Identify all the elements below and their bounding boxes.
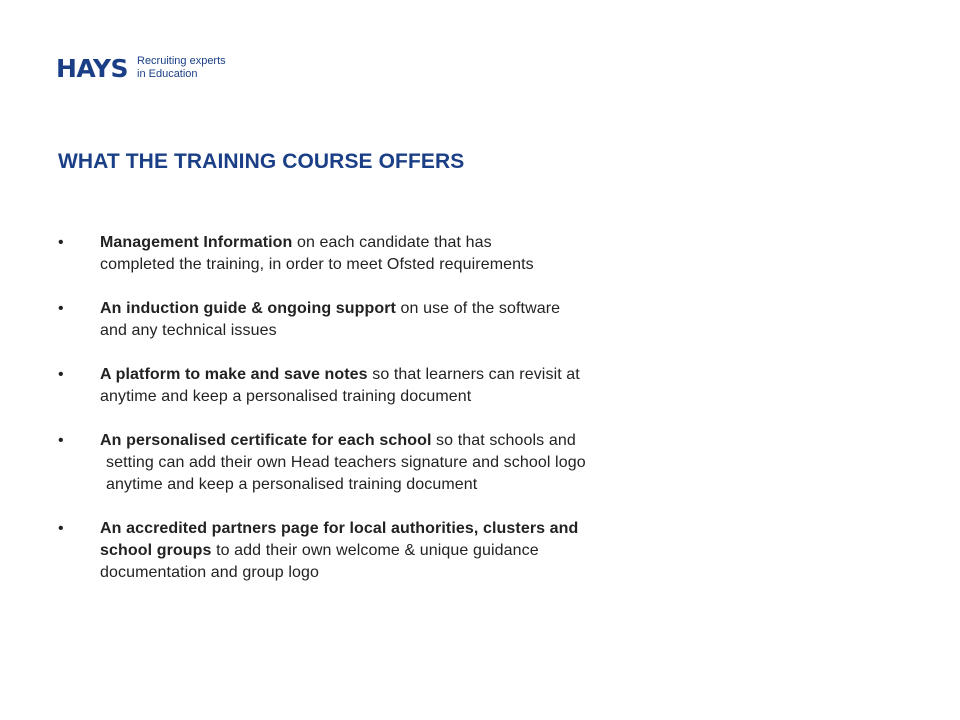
- hays-logo: [56, 52, 226, 84]
- bullet-marker: •: [58, 234, 64, 251]
- item-text: on use of the software: [396, 300, 561, 317]
- item-text: so that schools and: [431, 432, 576, 449]
- item-line: [100, 320, 778, 342]
- item-text: documentation and group logo: [100, 564, 319, 581]
- logo-wordmark: HAYS: [56, 53, 128, 83]
- bullet-marker: •: [58, 520, 64, 537]
- item-line: [100, 364, 778, 386]
- logo-tagline-line: in Education: [137, 68, 198, 80]
- item-line: [100, 430, 778, 452]
- item-bold: An accredited partners page for local authorities, clusters and: [100, 520, 579, 537]
- logo-tagline: [137, 55, 226, 81]
- item-text: to add their own welcome & unique guidance: [211, 542, 539, 559]
- page-title: WHAT THE TRAINING COURSE OFFERS: [58, 150, 465, 173]
- item-bold: An personalised certificate for each school: [100, 432, 432, 449]
- item-text: on each candidate that has: [292, 234, 492, 251]
- bullet-marker: •: [58, 300, 64, 317]
- bullet-marker: •: [58, 432, 64, 449]
- item-line: [100, 232, 778, 254]
- item-line: [100, 540, 778, 562]
- item-line: [100, 254, 778, 276]
- list-item: [58, 232, 778, 276]
- list-item: [58, 364, 778, 408]
- item-bold: An induction guide & ongoing support: [100, 300, 396, 317]
- list-item: [58, 430, 778, 496]
- offer-list: [58, 232, 778, 584]
- item-line: [100, 518, 778, 540]
- bullet-marker: •: [58, 366, 64, 383]
- item-bold: A platform to make and save notes: [100, 366, 368, 383]
- item-text: completed the training, in order to meet Ofsted requirements: [100, 256, 534, 273]
- item-text: setting can add their own Head teachers signature and school logo: [106, 454, 586, 471]
- item-bold: Management Information: [100, 234, 293, 251]
- item-line: [100, 298, 778, 320]
- item-line: [100, 452, 778, 474]
- list-item: [58, 518, 778, 584]
- item-line: [100, 562, 778, 584]
- item-bold: school groups: [100, 542, 212, 559]
- item-line: [100, 474, 778, 496]
- item-text: anytime and keep a personalised training document: [100, 388, 472, 405]
- item-text: anytime and keep a personalised training document: [106, 476, 478, 493]
- item-text: and any technical issues: [100, 322, 277, 339]
- item-line: [100, 386, 778, 408]
- item-text: so that learners can revisit at: [367, 366, 580, 383]
- logo-tagline-line: Recruiting experts: [137, 55, 226, 67]
- list-item: [58, 298, 778, 342]
